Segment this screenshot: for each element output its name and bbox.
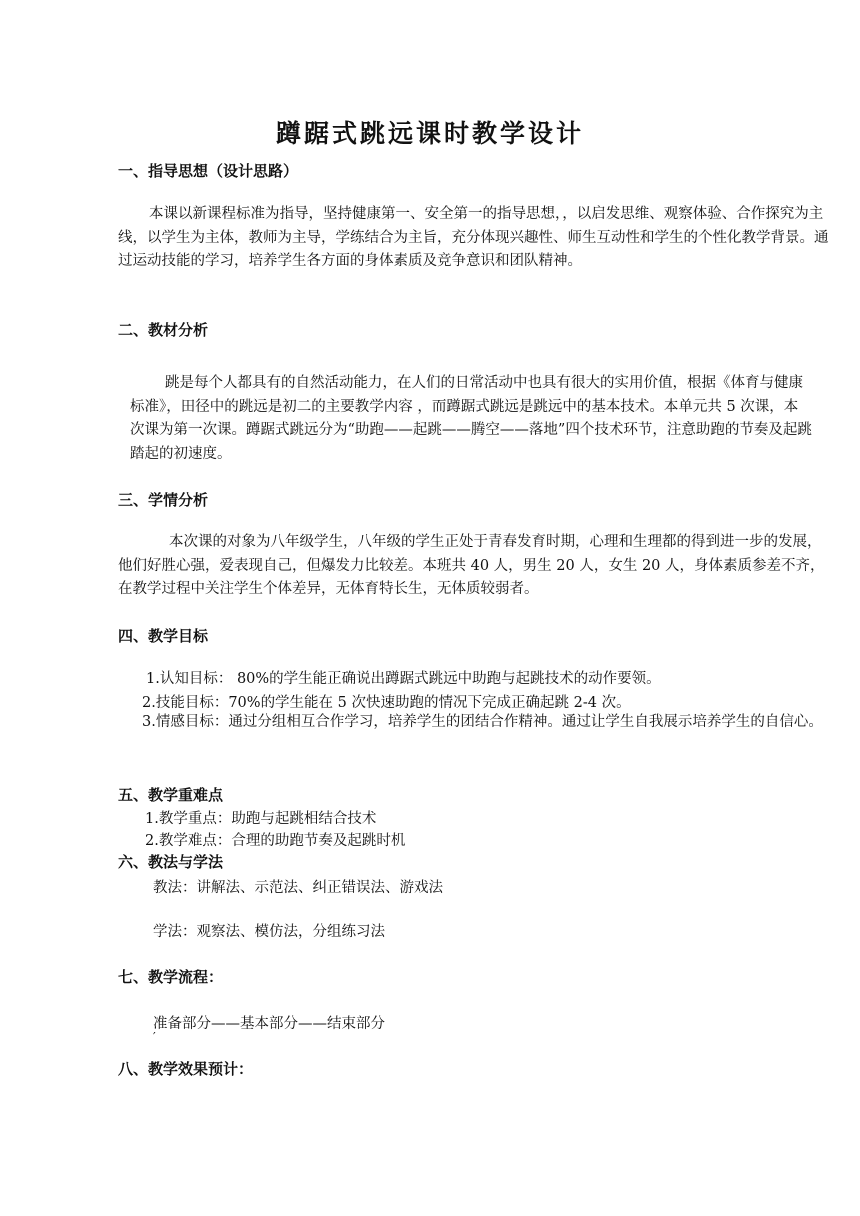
objective-item: 3.情感目标：通过分组相互合作学习，培养学生的团结合作精神。通过让学生自我展示培养学生的自信心。 — [142, 714, 823, 730]
teaching-flow: 准备部分——基本部分——结束部分 — [153, 1016, 385, 1032]
objective-item: 2.技能目标：70%的学生能在 5 次快速助跑的情况下完成正确起跳 2-4 次。 — [142, 695, 631, 711]
key-point-item: 1.教学重点：助跑与起跳相结合技术 — [145, 811, 377, 827]
section-3-heading: 三、学情分析 — [118, 491, 209, 509]
section-2-heading: 二、教材分析 — [118, 321, 209, 339]
flow-mark: ′ — [153, 1030, 156, 1044]
section-2-body: 跳是每个人都具有的自然活动能力，在人们的日常活动中也具有很大的实用价值，根据《体育与健康标准》，田径中的跳远是初二的主要教学内容 ，而蹲踞式跳远是跳远中的基本技术。本单元共 5 次课，本次课为第一次课。蹲踞式跳远分为“助跑——起跳——腾空——落地”四个技术环节，注意助跑的节奏及起跳踏起的初速度。 — [130, 375, 812, 462]
section-3-body: 本次课的对象为八年级学生，八年级的学生正处于青春发育时期，心理和生理都的得到进一步的发展，他们好胜心强，爱表现自己，但爆发力比较差。本班共 40 人，男生 20 人，女生 20 人，身体素质参差不齐，在教学过程中关注学生个体差异，无体育特长生，无体质较弱者。 — [118, 534, 825, 597]
section-5-heading: 五、教学重难点 — [118, 786, 224, 804]
section-4-heading: 四、教学目标 — [118, 627, 209, 645]
section-6-heading: 六、教法与学法 — [118, 853, 224, 871]
key-point-item: 2.教学难点：合理的助跑节奏及起跳时机 — [145, 833, 406, 849]
learning-methods: 学法：观察法、模仿法，分组练习法 — [153, 924, 385, 940]
section-1-body: 本课以新课程标准为指导，坚持健康第一、安全第一的指导思想，，以启发思维、观察体验、合作探究为主线，以学生为主体，教师为主导，学练结合为主旨，充分体现兴趣性、师生互动性和学生的个性化教学背景。通过运动技能的学习，培养学生各方面的身体素质及竞争意识和团队精神。 — [118, 206, 829, 269]
document-title: 蹲踞式跳远课时教学设计 — [275, 119, 584, 148]
section-7-heading: 七、教学流程： — [118, 968, 224, 986]
section-8-heading: 八、教学效果预计： — [118, 1060, 254, 1078]
teaching-methods: 教法：讲解法、示范法、纠正错误法、游戏法 — [153, 880, 443, 896]
section-1-heading: 一、指导思想（设计思路） — [118, 162, 299, 180]
objective-item: 1.认知目标： 80%的学生能正确说出蹲踞式跳远中助跑与起跳技术的动作要领。 — [146, 671, 661, 687]
